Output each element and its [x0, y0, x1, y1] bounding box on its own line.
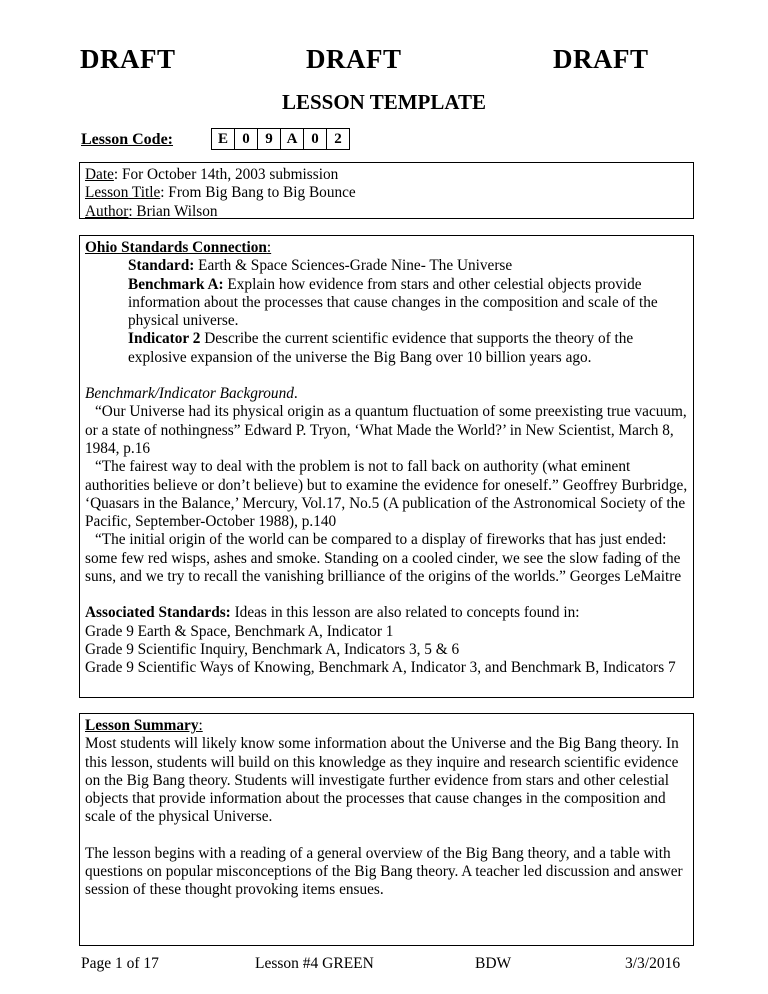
footer-lesson-label: Lesson #4 GREEN	[255, 955, 374, 972]
lesson-code-char: 0	[304, 129, 327, 149]
lesson-code-char: E	[212, 129, 235, 149]
date-line	[85, 166, 688, 184]
page-title: LESSON TEMPLATE	[281, 90, 487, 114]
indicator-label: Indicator 2	[128, 330, 201, 348]
lesson-code-char: 9	[258, 129, 281, 149]
lesson-code-char: A	[281, 129, 304, 149]
lesson-title-line	[85, 184, 688, 202]
summary-heading-line	[85, 717, 688, 735]
lesson-code-char: 2	[334, 131, 342, 147]
lesson-code-char: 0	[235, 129, 258, 149]
associated-standards-line	[85, 604, 688, 622]
draft-watermark-left: DRAFT	[80, 44, 176, 74]
background-heading-line	[85, 385, 688, 403]
standard-line	[85, 257, 688, 275]
standards-heading-line	[85, 239, 688, 257]
indicator-line	[85, 330, 688, 367]
summary-heading-colon: :	[198, 717, 203, 734]
draft-watermark-right: DRAFT	[553, 44, 649, 74]
draft-watermark-row	[0, 44, 768, 80]
summary-paragraph: Most students will likely know some information about the Universe and the Big Bang theory. In this lesson, students will build on this knowledge as they inquire and research scientific evidence on the Big Bang theory. Students will investigate further evidence from stars and other celestial objects that provide information about the processes that cause changes in the composition and scale of the physical Universe.	[85, 735, 679, 826]
lesson-summary-box	[79, 713, 694, 946]
standards-heading-colon: :	[266, 239, 272, 256]
footer-date: 3/3/2016	[625, 955, 681, 972]
lesson-title-label: Lesson Title	[85, 184, 161, 202]
summary-paragraph: The lesson begins with a reading of a general overview of the Big Bang theory, and a table with questions on popular misconceptions of the Big Bang theory. A teacher led discussion and answer session of these thought provoking items ensues.	[85, 844, 683, 899]
footer-initials: BDW	[475, 955, 512, 972]
standards-heading: Ohio Standards Connection	[85, 239, 267, 256]
footer-page-number: Page 1 of 17	[81, 955, 159, 972]
author-value: : Brian Wilson	[128, 202, 218, 220]
associated-standard-item: Grade 9 Scientific Inquiry, Benchmark A, Indicators 3, 5 & 6	[85, 640, 460, 658]
lesson-code-boxes	[211, 128, 350, 150]
author-line	[85, 203, 688, 221]
associated-standards-label: Associated Standards:	[85, 604, 231, 622]
background-quote: “The initial origin of the world can be compared to a display of fireworks that has just ended: some few red wisps, ashes and smoke. Standing on a cooled cinder, we see the slow fading of the suns, and we try to recall the vanishing brilliance of the origins of the worlds.” Georges LeMaitre	[85, 531, 682, 586]
background-heading-end: .	[293, 385, 298, 403]
benchmark-value: Explain how evidence from stars and other celestial objects provide information about the processes that cause changes in the composition and scale of the physical universe.	[128, 275, 658, 330]
standard-value: Earth & Space Sciences-Grade Nine- The Universe	[194, 257, 513, 275]
background-heading: Benchmark/Indicator Background	[85, 385, 294, 403]
draft-watermark-center: DRAFT	[306, 44, 402, 74]
associated-standard-item: Grade 9 Scientific Ways of Knowing, Benchmark A, Indicator 3, and Benchmark B, Indicators 7	[85, 659, 676, 677]
indicator-value: Describe the current scientific evidence that supports the theory of the explosive expansion of the universe the Big Bang over 10 billion years ago.	[128, 330, 634, 366]
page-footer	[0, 955, 768, 979]
lesson-code-label: Lesson Code:	[81, 131, 174, 148]
background-quote: “The fairest way to deal with the problem is not to fall back on authority (what eminent authorities believe or don’t believe) but to examine the evidence for oneself.” Geoffrey Burbridge, ‘Quasars in the Balance,’ Mercury, Vol.17, No.5 (A publication of the Astronomical Society of the Pacific, September-October 1988), p.140	[85, 458, 688, 531]
benchmark-label: Benchmark A:	[128, 275, 224, 293]
benchmark-line	[85, 276, 688, 331]
associated-standard-item: Grade 9 Earth & Space, Benchmark A, Indicator 1	[85, 622, 394, 640]
associated-standards-value: Ideas in this lesson are also related to concepts found in:	[230, 604, 580, 622]
author-label: Author	[85, 202, 129, 220]
background-quote: “Our Universe had its physical origin as a quantum fluctuation of some preexisting true vacuum, or a state of nothingness” Edward P. Tryon, ‘What Made the World?’ in New Scientist, March 8, 1984, p.16	[85, 403, 687, 457]
lesson-title-value: : From Big Bang to Big Bounce	[160, 184, 356, 202]
standard-label: Standard:	[128, 257, 195, 275]
standards-box	[79, 235, 694, 698]
date-label: Date	[85, 166, 114, 183]
date-value: : For October 14th, 2003 submission	[113, 166, 339, 183]
summary-heading: Lesson Summary	[85, 717, 199, 734]
header-info-box	[79, 162, 694, 219]
